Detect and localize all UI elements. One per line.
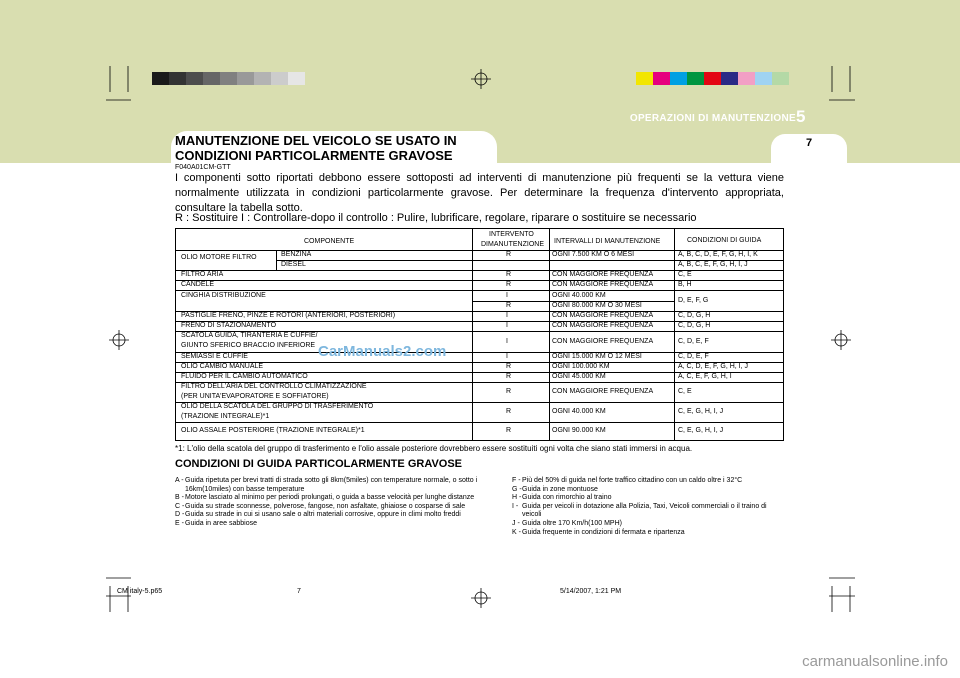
- color-swatch: [704, 72, 721, 85]
- condition-text: Guida oltre 170 Km/h(100 MPH): [522, 519, 622, 527]
- table-row-interval: OGNI 100.000 KM: [552, 363, 610, 370]
- header-intervals: INTERVALLI DI MANUTENZIONE: [554, 238, 661, 245]
- color-swatch: [169, 72, 186, 85]
- table-row-action: R: [506, 388, 512, 395]
- footer-page: 7: [297, 588, 301, 595]
- condition-key: D -: [175, 511, 185, 519]
- table-row-condition: C, D, E, F: [678, 337, 709, 345]
- site-watermark: carmanualsonline.info: [802, 653, 948, 670]
- color-swatch: [687, 72, 704, 85]
- condition-key: K -: [512, 528, 521, 536]
- table-row-action: I: [506, 322, 508, 329]
- color-swatch: [152, 72, 169, 85]
- doc-code: F040A01CM-GTT: [175, 164, 231, 171]
- table-row-interval: OGNI 7.500 KM O 6 MESI: [552, 251, 635, 258]
- table-row-component: SCATOLA GUIDA, TIRANTERIA E CUFFIE/: [181, 332, 318, 339]
- oil-petrol-label: BENZINA: [281, 251, 312, 258]
- table-row-interval: CON MAGGIORE FREQUENZA: [552, 312, 654, 319]
- table-row-condition: D, E, F, G: [678, 296, 709, 304]
- table-row-action: R: [506, 426, 512, 434]
- condition-item: [175, 477, 503, 494]
- table-row-action: I: [506, 312, 508, 319]
- table-row-condition: C, E, G, H, I, J: [678, 408, 724, 415]
- header-intervento-2: DIMANUTENZIONE: [481, 241, 544, 248]
- color-swatch: [653, 72, 670, 85]
- table-row-component: PASTIGLIE FRENO, PINZE E ROTORI (ANTERIORI, POSTERIORI): [181, 312, 396, 319]
- table-row-action: I: [506, 337, 508, 345]
- color-swatch: [670, 72, 687, 85]
- table-row-interval: CON MAGGIORE FREQUENZA: [552, 281, 654, 288]
- color-swatch: [254, 72, 271, 85]
- page-number: [771, 134, 847, 163]
- condition-key: H -: [512, 494, 522, 502]
- condition-text: Guida con rimorchio al traino: [522, 494, 612, 502]
- condition-item: [175, 503, 503, 512]
- footer-file: CM italy-5.p65: [117, 588, 163, 595]
- condition-text: Motore lasciato al minimo per periodi prolungati, o guida a basse velocità per lunghe distanze: [185, 494, 475, 502]
- color-swatch: [220, 72, 237, 85]
- condition-key: E -: [175, 519, 184, 527]
- table-row-interval: CON MAGGIORE FREQUENZA: [552, 337, 654, 345]
- condition-item: [512, 520, 784, 529]
- table-row-action: R: [506, 408, 512, 415]
- row-divider: [176, 290, 783, 291]
- registration-target-top: [471, 69, 491, 89]
- color-swatch: [237, 72, 254, 85]
- table-row-interval: OGNI 40.000 KM: [552, 291, 606, 299]
- condition-item: [175, 511, 503, 520]
- table-row-component-line2: GIUNTO SFERICO BRACCIO INFERIORE: [181, 342, 316, 349]
- color-swatch: [288, 72, 305, 85]
- conditions-title: CONDIZIONI DI GUIDA PARTICOLARMENTE GRAVOSE: [175, 458, 463, 470]
- maintenance-table: [175, 228, 784, 441]
- watermark: CarManuals2.com: [318, 343, 447, 360]
- section-title: OPERAZIONI DI MANUTENZIONE: [629, 113, 796, 124]
- table-row-component: OLIO CAMBIO MANUALE: [181, 363, 264, 370]
- table-row-condition: A, C, E, F, G, H, I: [678, 373, 732, 380]
- condition-key: I -: [512, 502, 519, 510]
- table-row-action: R: [506, 302, 512, 309]
- table-row-condition: C, E: [678, 271, 692, 278]
- table-row-condition: C, E: [678, 388, 692, 395]
- condition-item: [512, 477, 784, 486]
- condition-text: Guida in zone montuose: [522, 485, 598, 493]
- page-title: [175, 133, 457, 163]
- table-row-condition: A, C, D, E, F, G, H, I, J: [678, 363, 749, 370]
- condition-key: G -: [512, 485, 522, 493]
- condition-item: [512, 529, 784, 538]
- condition-text: Guida su strade in cui si usano sale o altri materiali corrosive, oppure in climi molto freddi: [185, 511, 461, 519]
- condition-text: Guida per veicoli in dotazione alla Polizia, Taxi, Veicoli commerciali o il traino di veicoli: [522, 502, 767, 519]
- table-row-action: R: [506, 373, 512, 380]
- condition-item: [175, 494, 503, 503]
- table-row-interval: CON MAGGIORE FREQUENZA: [552, 322, 654, 329]
- condition-item: [175, 520, 503, 529]
- table-row-condition: C, E, G, H, I, J: [678, 426, 724, 434]
- table-row-condition: C, D, E, F: [678, 353, 709, 360]
- row-divider: [176, 422, 783, 423]
- table-row-action: R: [506, 251, 512, 258]
- color-swatch: [636, 72, 653, 85]
- table-row-condition: A, B, C, E, F, G, H, I, J: [678, 261, 748, 268]
- title-line-1: MANUTENZIONE DEL VEICOLO SE USATO IN: [175, 133, 457, 148]
- table-row-interval: OGNI 40.000 KM: [552, 408, 606, 415]
- condition-text: Guida su strade sconnesse, polverose, fangose, non asfaltate, ghiaiose o cosparse di sale: [185, 502, 466, 510]
- header-conditions: CONDIZIONI DI GUIDA: [687, 237, 762, 244]
- section-number: 5: [796, 107, 806, 126]
- color-swatch: [271, 72, 288, 85]
- color-swatch: [721, 72, 738, 85]
- table-row-action: I: [506, 291, 508, 299]
- table-row-component: CINGHIA DISTRIBUZIONE: [181, 291, 266, 299]
- table-row-condition: C, D, G, H: [678, 322, 711, 329]
- table-row-interval: OGNI 90.000 KM: [552, 426, 606, 434]
- table-row-action: R: [506, 271, 512, 278]
- condition-item: [512, 486, 784, 495]
- footer-date: 5/14/2007, 1:21 PM: [560, 588, 622, 595]
- legend-line: R : Sostituire I : Controllare-dopo il controllo : Pulire, lubrificare, regolare, riparare o sostituire se necessario: [175, 212, 697, 224]
- table-row-interval: OGNI 80.000 KM O 30 MESI: [552, 302, 642, 309]
- condition-text: Guida in aree sabbiose: [185, 519, 257, 527]
- condition-key: C -: [175, 502, 185, 510]
- header-component: COMPONENTE: [304, 238, 355, 245]
- table-row-component: OLIO DELLA SCATOLA DEL GRUPPO DI TRASFERIMENTO: [181, 403, 374, 410]
- table-row-component: FLUIDO PER IL CAMBIO AUTOMATICO: [181, 373, 308, 380]
- oil-diesel-label: DIESEL: [281, 261, 306, 268]
- table-row-action: R: [506, 281, 512, 288]
- color-swatch: [738, 72, 755, 85]
- condition-item: [512, 494, 784, 503]
- color-bar-right: [636, 72, 789, 85]
- intro-paragraph: I componenti sotto riportati debbono essere sottoposti ad interventi di manutenzione più frequenti se la vettura viene normalmente utilizzata in condizioni particolarmente gravose. Per determinare la frequenza d'intervento appropriata, consultare la tabella sotto.: [175, 172, 784, 214]
- color-bar-left: [152, 72, 305, 85]
- oil-filter-label: OLIO MOTORE FILTRO: [181, 254, 257, 261]
- table-row-component: FRENO DI STAZIONAMENTO: [181, 322, 277, 329]
- table-row-component: FILTRO ARIA: [181, 271, 224, 278]
- table-row-component: CANDELE: [181, 281, 215, 288]
- table-row-interval: OGNI 15.000 KM O 12 MESI: [552, 353, 642, 360]
- footnote: *1: L'olio della scatola del gruppo di trasferimento e l'olio assale posteriore dovrebbero essere sostituiti ogni volta che siano stati immersi in acqua.: [175, 444, 693, 453]
- condition-text: Più del 50% di guida nel forte traffico cittadino con un caldo oltre i 32°C: [522, 477, 743, 484]
- table-row-interval: CON MAGGIORE FREQUENZA: [552, 388, 654, 395]
- row-divider: [176, 280, 783, 281]
- condition-key: B -: [175, 494, 184, 502]
- table-row-condition: A, B, C, D, E, F, G, H, I, K: [678, 251, 758, 258]
- title-line-2: CONDIZIONI PARTICOLARMENTE GRAVOSE: [175, 148, 453, 163]
- conditions-list-right: [512, 477, 784, 537]
- table-row-action: R: [506, 363, 512, 370]
- table-row-action: I: [506, 353, 508, 360]
- table-row-component: SEMIASSI E CUFFIE: [181, 353, 248, 360]
- page-number-text: 7: [805, 137, 813, 149]
- table-row-component-line2: (TRAZIONE INTEGRALE)*1: [181, 413, 270, 420]
- condition-item: [512, 503, 784, 520]
- condition-key: J -: [512, 519, 520, 527]
- table-row-interval: CON MAGGIORE FREQUENZA: [552, 271, 654, 278]
- table-row-component-line2: (PER UNITA'EVAPORATORE E SOFFIATORE): [181, 393, 329, 400]
- table-row-component: OLIO ASSALE POSTERIORE (TRAZIONE INTEGRALE)*1: [181, 426, 365, 434]
- condition-text: Guida ripetuta per brevi tratti di strada sotto gli 8km(5miles) con temperature normale, o sotto i 16km(10miles) con basse temperature: [185, 477, 478, 493]
- condition-key: A -: [175, 477, 184, 484]
- table-row-condition: C, D, G, H: [678, 312, 711, 319]
- color-swatch: [755, 72, 772, 85]
- condition-key: F -: [512, 477, 521, 484]
- color-swatch: [203, 72, 220, 85]
- conditions-list-left: [175, 477, 503, 529]
- table-row-interval: OGNI 45.000 KM: [552, 373, 606, 380]
- color-swatch: [772, 72, 789, 85]
- condition-text: Guida frequente in condizioni di fermata e ripartenza: [522, 528, 685, 536]
- color-swatch: [186, 72, 203, 85]
- table-row-condition: B, H: [678, 281, 692, 288]
- header-intervento-1: INTERVENTO: [489, 231, 534, 238]
- table-row-component: FILTRO DELL'ARIA DEL CONTROLLO CLIMATIZZAZIONE: [181, 383, 367, 390]
